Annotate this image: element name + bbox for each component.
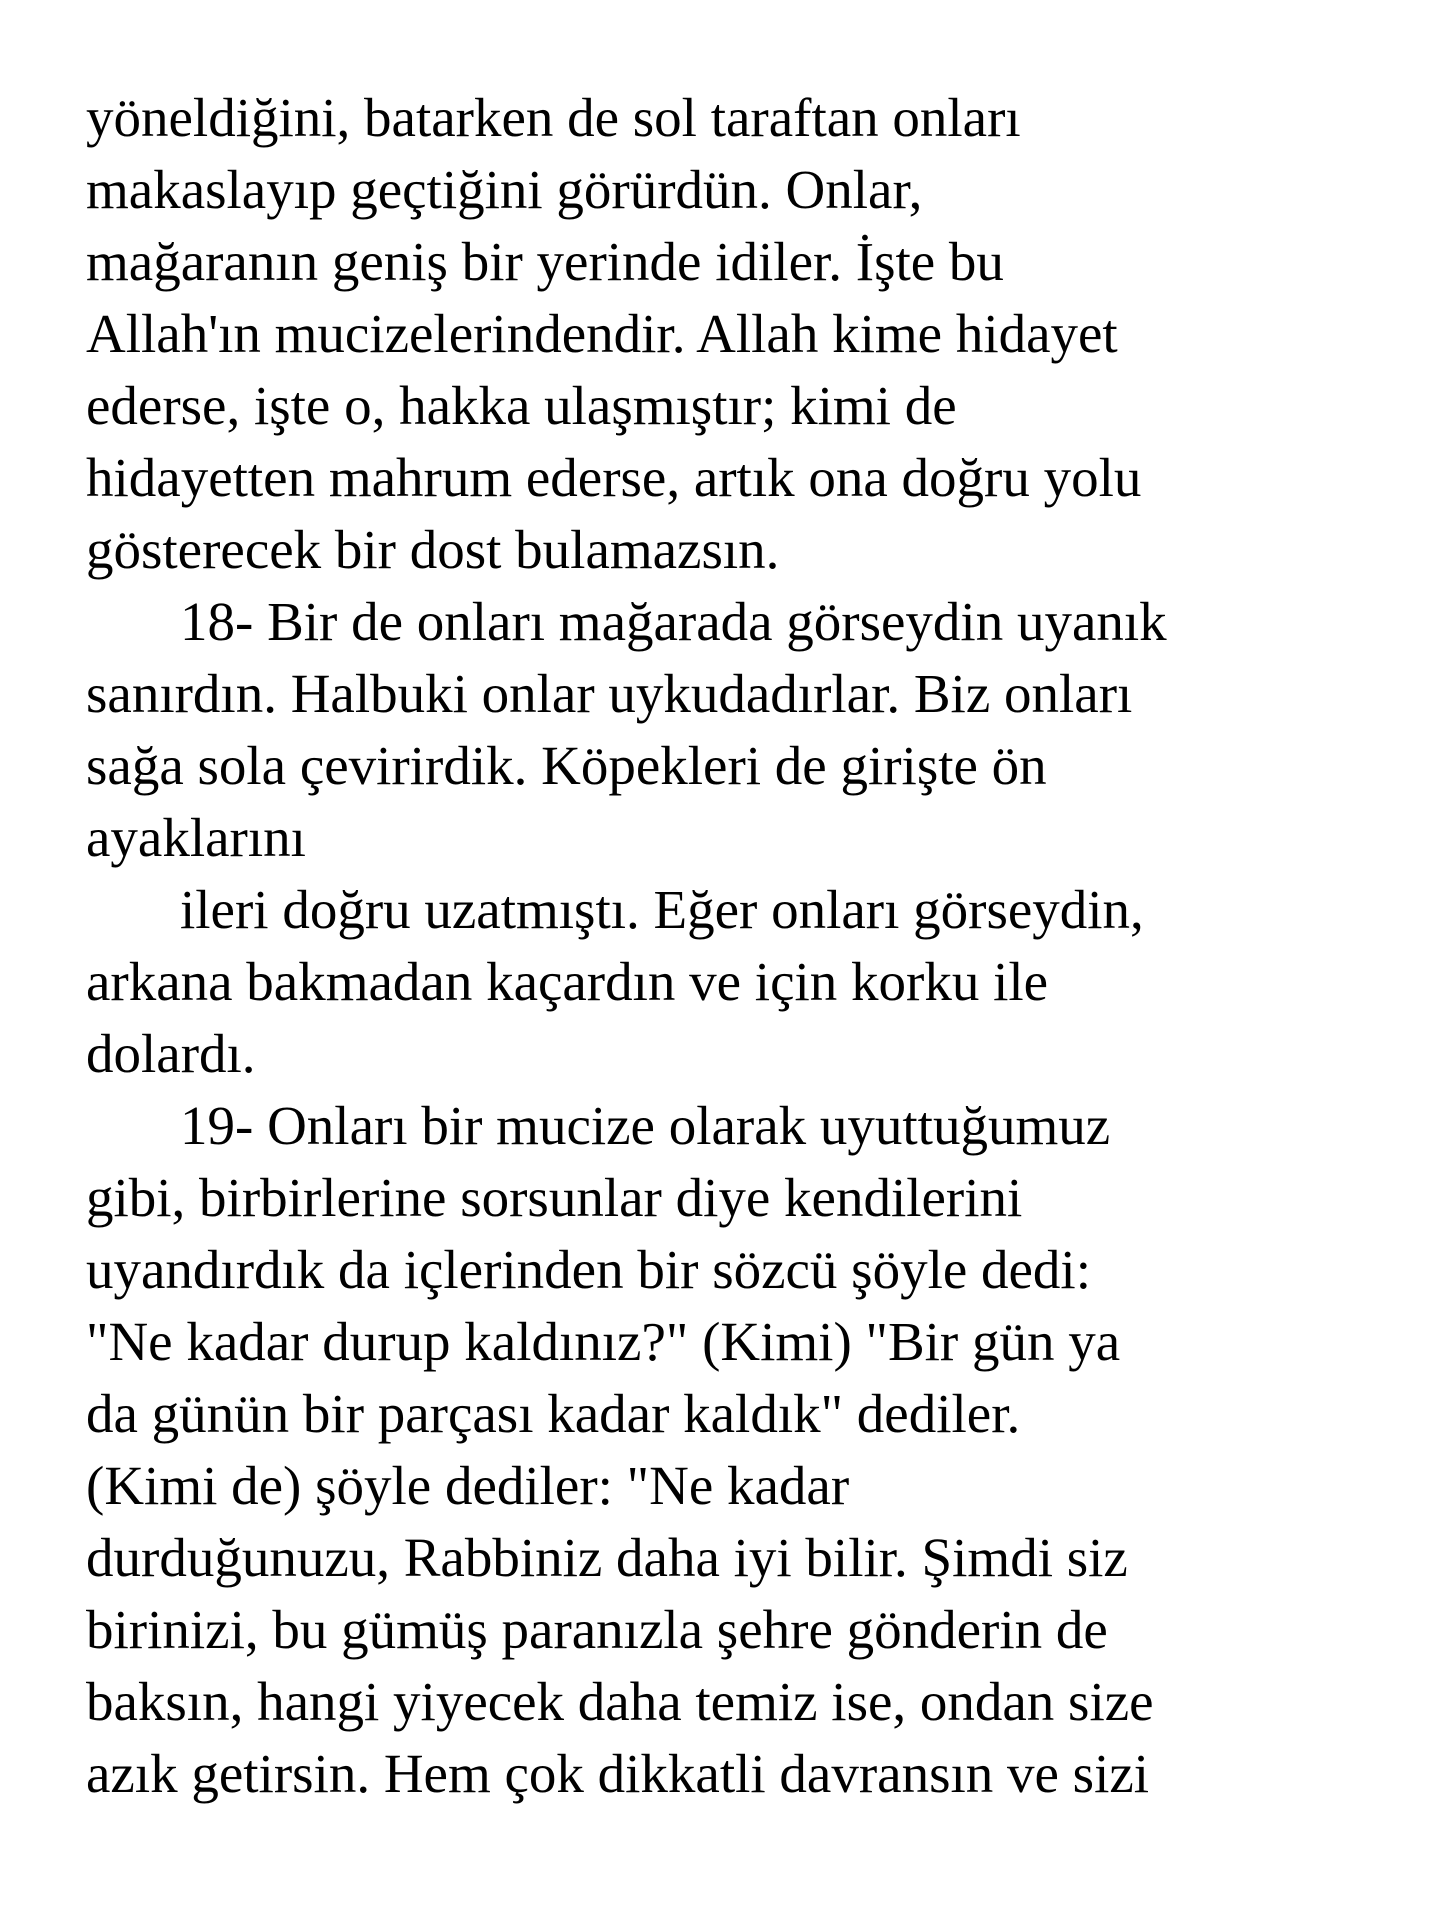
- paragraph-start-line: 19- Onları bir mucize olarak uyuttuğumuz: [180, 1095, 1111, 1156]
- text-line: durduğunuzu, Rabbiniz daha iyi bilir. Şimdi siz: [86, 1527, 1128, 1588]
- text-line: Allah'ın mucizelerindendir. Allah kime hidayet: [86, 303, 1118, 364]
- text-line: birinizi, bu gümüş paranızla şehre gönderin de: [86, 1599, 1108, 1660]
- text-line: "Ne kadar durup kaldınız?" (Kimi) "Bir gün ya: [86, 1311, 1121, 1372]
- text-line: ayaklarını: [86, 807, 306, 868]
- text-line: sağa sola çevirirdik. Köpekleri de girişte ön: [86, 735, 1047, 796]
- paragraph-start-line: ileri doğru uzatmıştı. Eğer onları görseydin,: [180, 879, 1144, 940]
- text-line: (Kimi de) şöyle dediler: "Ne kadar: [86, 1455, 850, 1516]
- text-line: azık getirsin. Hem çok dikkatli davransın ve sizi: [86, 1743, 1150, 1804]
- text-line: hidayetten mahrum ederse, artık ona doğru yolu: [86, 447, 1142, 508]
- text-line: da günün bir parçası kadar kaldık" dediler.: [86, 1383, 1021, 1444]
- text-line: arkana bakmadan kaçardın ve için korku ile: [86, 951, 1049, 1012]
- text-line: ederse, işte o, hakka ulaşmıştır; kimi de: [86, 375, 957, 436]
- text-line: makaslayıp geçtiğini görürdün. Onlar,: [86, 159, 923, 220]
- text-line: sanırdın. Halbuki onlar uykudadırlar. Biz onları: [86, 663, 1133, 724]
- body-text: [86, 82, 1426, 1810]
- paragraph-start-line: 18- Bir de onları mağarada görseydin uyanık: [180, 591, 1167, 652]
- text-line: baksın, hangi yiyecek daha temiz ise, ondan size: [86, 1671, 1154, 1732]
- text-line: gibi, birbirlerine sorsunlar diye kendilerini: [86, 1167, 1023, 1228]
- text-line: mağaranın geniş bir yerinde idiler. İşte bu: [86, 231, 1004, 292]
- text-line: gösterecek bir dost bulamazsın.: [86, 519, 780, 580]
- text-line: yöneldiğini, batarken de sol taraftan onları: [86, 87, 1021, 148]
- text-line: uyandırdık da içlerinden bir sözcü şöyle dedi:: [86, 1239, 1091, 1300]
- text-line: dolardı.: [86, 1023, 256, 1084]
